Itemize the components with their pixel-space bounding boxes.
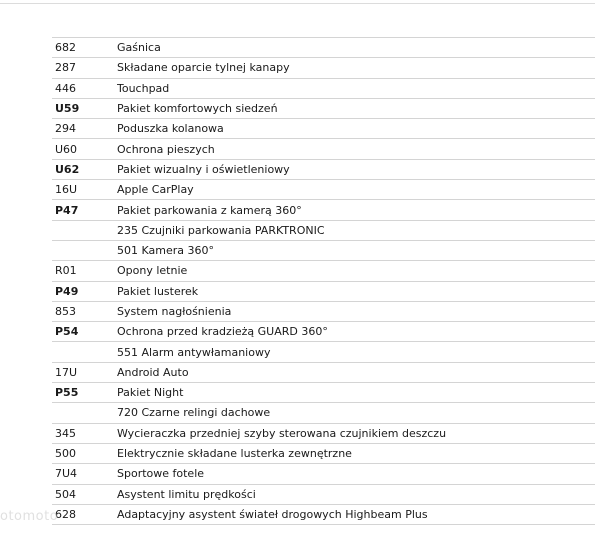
option-code: 628 — [52, 504, 117, 524]
option-row — [52, 38, 595, 58]
option-code: P49 — [52, 281, 117, 301]
option-description: Android Auto — [117, 362, 595, 382]
option-description: 501 Kamera 360° — [117, 240, 595, 260]
option-row — [52, 58, 595, 78]
option-row — [52, 464, 595, 484]
option-code: 446 — [52, 78, 117, 98]
option-description: Ochrona przed kradzieżą GUARD 360° — [117, 322, 595, 342]
option-code: 287 — [52, 58, 117, 78]
option-description: Pakiet Night — [117, 383, 595, 403]
option-code: 17U — [52, 362, 117, 382]
option-row — [52, 322, 595, 342]
option-code: P54 — [52, 322, 117, 342]
option-row — [52, 139, 595, 159]
option-row — [52, 261, 595, 281]
option-row — [52, 342, 595, 362]
option-code: P55 — [52, 383, 117, 403]
option-description: System nagłośnienia — [117, 301, 595, 321]
equipment-options-body — [52, 38, 595, 525]
option-description: Pakiet lusterek — [117, 281, 595, 301]
option-row — [52, 180, 595, 200]
option-code: 500 — [52, 443, 117, 463]
option-description: Elektrycznie składane lusterka zewnętrzne — [117, 443, 595, 463]
option-code: P47 — [52, 200, 117, 220]
option-row — [52, 443, 595, 463]
option-description: Gaśnica — [117, 38, 595, 58]
option-row — [52, 301, 595, 321]
option-code: 294 — [52, 119, 117, 139]
option-code: R01 — [52, 261, 117, 281]
option-description: Pakiet parkowania z kamerą 360° — [117, 200, 595, 220]
option-code: 682 — [52, 38, 117, 58]
option-description: Wycieraczka przedniej szyby sterowana czujnikiem deszczu — [117, 423, 595, 443]
option-row — [52, 423, 595, 443]
option-code: 345 — [52, 423, 117, 443]
option-description: 235 Czujniki parkowania PARKTRONIC — [117, 220, 595, 240]
option-row — [52, 362, 595, 382]
option-row — [52, 220, 595, 240]
option-code — [52, 220, 117, 240]
option-description: Pakiet komfortowych siedzeń — [117, 98, 595, 118]
option-description: 551 Alarm antywłamaniowy — [117, 342, 595, 362]
option-row — [52, 504, 595, 524]
option-row — [52, 403, 595, 423]
option-description: Poduszka kolanowa — [117, 119, 595, 139]
option-code: 853 — [52, 301, 117, 321]
option-code: 7U4 — [52, 464, 117, 484]
option-code — [52, 342, 117, 362]
option-row — [52, 98, 595, 118]
option-description: Ochrona pieszych — [117, 139, 595, 159]
option-row — [52, 159, 595, 179]
option-description: Touchpad — [117, 78, 595, 98]
option-code — [52, 403, 117, 423]
watermark-logo: otomoto — [0, 509, 59, 524]
option-row — [52, 200, 595, 220]
option-row — [52, 383, 595, 403]
option-code: 16U — [52, 180, 117, 200]
option-code: 504 — [52, 484, 117, 504]
option-description: Adaptacyjny asystent świateł drogowych Highbeam Plus — [117, 504, 595, 524]
option-code: U62 — [52, 159, 117, 179]
option-row — [52, 281, 595, 301]
option-description: Apple CarPlay — [117, 180, 595, 200]
option-description: 720 Czarne relingi dachowe — [117, 403, 595, 423]
option-code: U59 — [52, 98, 117, 118]
option-description: Pakiet wizualny i oświetleniowy — [117, 159, 595, 179]
top-divider — [0, 3, 595, 4]
option-description: Sportowe fotele — [117, 464, 595, 484]
option-code — [52, 240, 117, 260]
equipment-options-table — [52, 37, 595, 525]
option-description: Asystent limitu prędkości — [117, 484, 595, 504]
option-code: U60 — [52, 139, 117, 159]
option-description: Składane oparcie tylnej kanapy — [117, 58, 595, 78]
option-description: Opony letnie — [117, 261, 595, 281]
option-row — [52, 240, 595, 260]
option-row — [52, 484, 595, 504]
option-row — [52, 119, 595, 139]
option-row — [52, 78, 595, 98]
